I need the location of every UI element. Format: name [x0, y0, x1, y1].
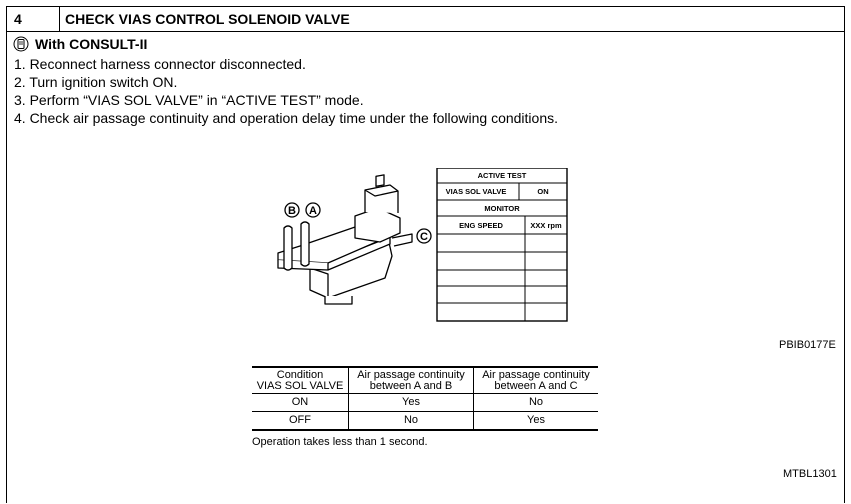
table-row — [252, 412, 598, 431]
table-cell: No — [474, 394, 599, 412]
figure-code: PBIB0177E — [779, 339, 836, 351]
eng-speed-label: ENG SPEED — [459, 221, 503, 230]
table-cell: ON — [252, 394, 349, 412]
item-label: VIAS SOL VALVE — [445, 187, 507, 196]
solenoid-valve-figure — [270, 168, 570, 323]
consult-label: With CONSULT-II — [35, 36, 148, 52]
consult-screen — [437, 168, 567, 321]
table-header-row — [252, 367, 598, 394]
table-code: MTBL1301 — [783, 468, 837, 480]
step-header — [6, 6, 845, 32]
step-item: 2. Turn ignition switch ON. — [14, 74, 178, 90]
step-item: 1. Reconnect harness connector disconnected. — [14, 56, 306, 72]
table-cell: No — [349, 412, 474, 431]
active-test-label: ACTIVE TEST — [477, 171, 527, 180]
conditions-table — [252, 366, 598, 431]
header-condition: Condition VIAS SOL VALVE — [252, 367, 349, 394]
consult-heading — [13, 36, 147, 52]
port-a-label: A — [309, 205, 317, 217]
table-cell: Yes — [349, 394, 474, 412]
port-c-label: C — [420, 231, 428, 243]
solenoid-valve-drawing — [278, 175, 412, 304]
table-cell: OFF — [252, 412, 349, 431]
header-ac-continuity: Air passage continuity between A and C — [474, 367, 599, 394]
eng-speed-value: XXX rpm — [530, 221, 562, 230]
port-b-label: B — [288, 205, 296, 217]
procedure-steps — [14, 55, 558, 127]
step-title: CHECK VIAS CONTROL SOLENOID VALVE — [65, 11, 350, 27]
step-number: 4 — [7, 7, 60, 31]
monitor-label: MONITOR — [484, 204, 520, 213]
operation-note: Operation takes less than 1 second. — [252, 436, 428, 448]
header-ab-continuity: Air passage continuity between A and B — [349, 367, 474, 394]
table-row — [252, 394, 598, 412]
table-cell: Yes — [474, 412, 599, 431]
step-item: 4. Check air passage continuity and operation delay time under the following conditions. — [14, 110, 558, 126]
step-item: 3. Perform “VIAS SOL VALVE” in “ACTIVE TEST” mode. — [14, 92, 364, 108]
item-value: ON — [537, 187, 549, 196]
consult-icon — [13, 36, 29, 52]
